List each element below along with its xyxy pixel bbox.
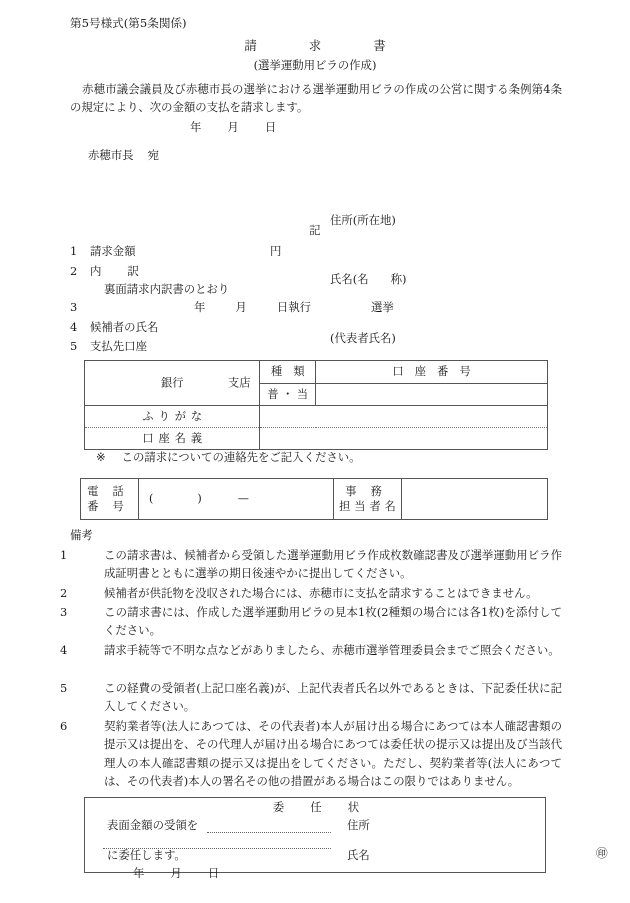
remark-2-number: 2 — [60, 586, 68, 600]
remark-item-1 — [60, 546, 562, 583]
bank-branch-cell[interactable] — [85, 361, 260, 406]
phone-number-value[interactable] — [139, 479, 334, 520]
furigana-value[interactable] — [260, 406, 548, 428]
power-of-attorney-box — [84, 797, 608, 880]
poa-month: 月 — [170, 866, 182, 880]
item-3-day-exec: 日執行 — [276, 300, 311, 314]
request-date-line — [190, 122, 276, 133]
staff-label-line2: 担当者名 — [339, 500, 400, 513]
bank-label: 銀行 — [161, 376, 184, 390]
title-char-3: 書 — [373, 38, 386, 53]
remark-4-number: 4 — [60, 643, 68, 657]
poa-fill-line-1[interactable] — [207, 832, 331, 833]
contact-note-text: この請求についての連絡先をご記入ください。 — [121, 450, 361, 464]
furigana-row — [85, 406, 548, 428]
remark-item-4 — [60, 641, 562, 659]
phone-dash: — — [237, 492, 249, 506]
poa-name-label: 氏名 — [347, 848, 370, 862]
document-subtitle: (選挙運動用ビラの作成) — [253, 58, 377, 72]
remark-item-3 — [60, 603, 562, 640]
ki-mark: 記 — [309, 223, 321, 237]
remark-6-text: 契約業者等(法人にあつては、その代表者)本人が届け出る場合にあつては本人確認書類の提示又は提出を、その代理人が届け出る場合にあつては委任状の提示又は提出及び当該代理人の本人確認書類の提示又は提出をしてください。ただし、契約業者等(法人にあつては、その代表者)本人の署名その他の措置がある場合はこの限りではありません。 — [104, 719, 562, 788]
account-name-label: 口座名義 — [85, 428, 260, 450]
account-number-value[interactable] — [316, 383, 548, 406]
branch-label: 支店 — [228, 376, 251, 390]
poa-line-2: に委任します。 — [107, 848, 186, 862]
item-4-label: 候補者の氏名 — [90, 320, 159, 334]
item-4-candidate-name — [70, 322, 158, 333]
remark-3-text: この請求書には、作成した選挙運動用ビラの見本1枚(2種類の場合には各1枚)を添付してください。 — [104, 605, 562, 638]
bank-account-table — [84, 360, 548, 450]
phone-label-line2: 番号 — [87, 500, 138, 513]
sender-representative-label: (代表者氏名) — [330, 330, 396, 345]
remarks-title: 備考 — [70, 528, 93, 542]
sender-name-label — [330, 270, 406, 290]
remark-5-number: 5 — [60, 681, 68, 695]
item-2-sub-text: 裏面請求内訳書のとおり — [104, 282, 230, 296]
intro-paragraph — [70, 80, 562, 117]
remark-1-text: この請求書は、候補者から受領した選挙運動用ビラ作成枚数確認書及び選挙運動用ビラ作成証明書とともに選挙の期日後速やかに提出してください。 — [104, 548, 562, 581]
poa-title — [85, 802, 547, 813]
remark-item-5 — [60, 679, 562, 716]
account-number-header: 口 座 番 号 — [316, 361, 548, 384]
intro-text: 赤穂市議会議員及び赤穂市長の選挙における選挙運動用ビラの作成の公営に関する条例第4条の規定により、次の金額の支払を請求します。 — [70, 82, 562, 115]
item-4-number: 4 — [70, 320, 78, 334]
item-2-breakdown — [70, 266, 139, 277]
item-2-number: 2 — [70, 264, 78, 278]
poa-date-line — [133, 868, 219, 879]
poa-title-char-1: 委 — [272, 800, 285, 814]
item-3-number: 3 — [70, 300, 78, 314]
staff-name-value[interactable] — [402, 479, 548, 520]
remark-item-6 — [60, 717, 562, 790]
account-type-header: 種 類 — [260, 361, 316, 384]
item-3-election: 選挙 — [371, 300, 394, 314]
sender-address-label: 住所(所在地) — [330, 213, 396, 228]
poa-address-label: 住所 — [347, 818, 370, 832]
item-3-election-date — [70, 302, 394, 313]
item-5-label: 支払先口座 — [90, 339, 147, 353]
document-title — [0, 40, 630, 52]
item-3-month: 月 — [235, 300, 247, 314]
contact-table-row — [81, 479, 548, 520]
staff-name-label — [334, 479, 402, 520]
remark-2-text: 候補者が供託物を没収された場合には、赤穂市に支払を請求することはできません。 — [104, 586, 538, 600]
item-3-year: 年 — [194, 300, 206, 314]
poa-day: 日 — [207, 866, 220, 880]
asterisk-icon: ※ — [96, 450, 106, 464]
addressee-name: 赤穂市長 — [88, 148, 134, 162]
paren-open: ( — [149, 492, 154, 506]
remark-item-2 — [60, 584, 562, 602]
bank-table-row-header — [85, 361, 548, 384]
item-1-amount — [70, 246, 136, 257]
account-name-value[interactable] — [260, 428, 548, 450]
title-char-1: 請 — [244, 38, 257, 53]
form-number: 第5号様式(第5条関係) — [70, 16, 187, 30]
phone-number-label — [81, 479, 139, 520]
sender-fields — [330, 172, 406, 388]
date-day-label: 日 — [264, 120, 277, 134]
item-1-unit: 円 — [270, 244, 282, 258]
contact-info-table — [80, 478, 548, 520]
contact-note — [96, 452, 361, 463]
remark-3-number: 3 — [60, 605, 68, 619]
sender-name-label-b: 称) — [390, 272, 407, 287]
account-type-value[interactable]: 普 ・ 当 — [260, 383, 316, 406]
addressee-line — [88, 150, 159, 161]
remark-6-number: 6 — [60, 719, 68, 733]
phone-label-line1: 電話 — [87, 484, 138, 498]
staff-label-line1: 事務 — [345, 484, 396, 498]
furigana-label: ふりがな — [85, 406, 260, 428]
remark-1-number: 1 — [60, 548, 68, 562]
paren-close: ) — [197, 492, 202, 506]
date-month-label: 月 — [227, 120, 239, 134]
item-2-label-b: 訳 — [127, 264, 139, 278]
addressee-suffix: 宛 — [147, 148, 159, 162]
item-2-label-a: 内 — [90, 264, 102, 278]
poa-title-char-2: 任 — [310, 800, 322, 814]
account-name-row — [85, 428, 548, 450]
poa-line-1: 表面金額の受領を — [107, 818, 199, 832]
date-year-label: 年 — [190, 120, 202, 134]
remark-4-text: 請求手続等で不明な点などがありましたら、赤穂市選挙管理委員会までご照会ください。 — [104, 643, 560, 657]
poa-title-char-3: 状 — [347, 800, 360, 814]
item-1-number: 1 — [70, 244, 78, 258]
seal-icon: ㊞ — [596, 846, 608, 860]
item-5-payment-account — [70, 341, 147, 352]
item-1-label: 請求金額 — [90, 244, 136, 258]
remark-5-text: この経費の受領者(上記口座名義)が、上記代表者氏名以外であるときは、下記委任状に記入してください。 — [104, 681, 562, 714]
item-5-number: 5 — [70, 339, 78, 353]
sender-name-label-a: 氏名(名 — [330, 272, 369, 287]
poa-year: 年 — [133, 866, 145, 880]
title-char-2: 求 — [308, 38, 322, 53]
